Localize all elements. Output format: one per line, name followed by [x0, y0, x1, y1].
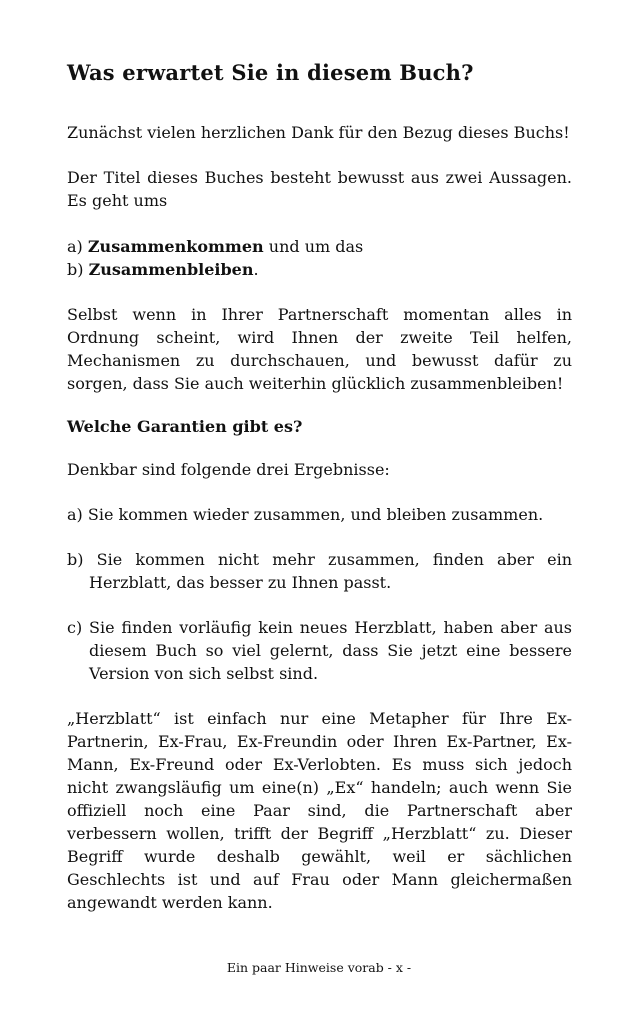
section-heading-guarantees: Welche Garantien gibt es?	[67, 417, 303, 436]
page-footer: Ein paar Hinweise vorab - x -	[226, 960, 412, 975]
list-rest-a: und um das	[263, 237, 364, 256]
outcome-b: b) Sie kommen nicht mehr zusammen, finden aber ein Herzblatt, das besser zu Ihnen passt.	[67, 550, 572, 592]
term-zusammenbleiben: Zusammenbleiben	[88, 260, 254, 279]
outcome-a: a) Sie kommen wieder zusammen, und bleiben zusammen.	[67, 505, 544, 524]
paragraph-partnership: Selbst wenn in Ihrer Partnerschaft momentan alles in Ordnung scheint, wird Ihnen der zweite Teil helfen, Mechanismen zu durchschauen, und bewusst dafür zu sorgen, dass Sie auch weiterhin glücklich zusammenbleiben!	[67, 305, 572, 393]
list-item-a	[67, 235, 572, 258]
list-rest-b: .	[253, 260, 259, 279]
paragraph-thanks: Zunächst vielen herzlichen Dank für den Bezug dieses Buchs!	[67, 123, 570, 142]
paragraph-outcomes-intro: Denkbar sind folgende drei Ergebnisse:	[67, 460, 390, 479]
list-item-b	[67, 258, 572, 281]
paragraph-herzblatt-definition: „Herzblatt“ ist einfach nur eine Metapher für Ihre Ex-Partnerin, Ex-Frau, Ex-Freundin oder Ihren Ex-Partner, Ex-Mann, Ex-Freund oder Ex-Verlobten. Es muss sich jedoch nicht zwangsläufig um eine(n) „Ex“ handeln; auch wenn Sie offiziell noch eine Paar sind, die Partnerschaft aber verbessern wollen, trifft der Begriff „Herzblatt“ zu. Dieser Begriff wurde deshalb gewählt, weil er sächlichen Geschlechts ist und auf Frau oder Mann gleichermaßen angewandt werden kann.	[67, 709, 572, 912]
page-content	[67, 60, 572, 936]
outcome-c: c) Sie finden vorläufig kein neues Herzblatt, haben aber aus diesem Buch so viel gelernt, dass Sie jetzt eine bessere Version von sich selbst sind.	[67, 618, 572, 683]
list-marker-a: a)	[67, 237, 83, 256]
list-marker-b: b)	[67, 260, 84, 279]
page-title: Was erwartet Sie in diesem Buch?	[67, 60, 474, 85]
paragraph-title-intro: Der Titel dieses Buches besteht bewusst aus zwei Aussagen. Es geht ums	[67, 168, 572, 210]
term-zusammenkommen: Zusammenkommen	[87, 237, 264, 256]
